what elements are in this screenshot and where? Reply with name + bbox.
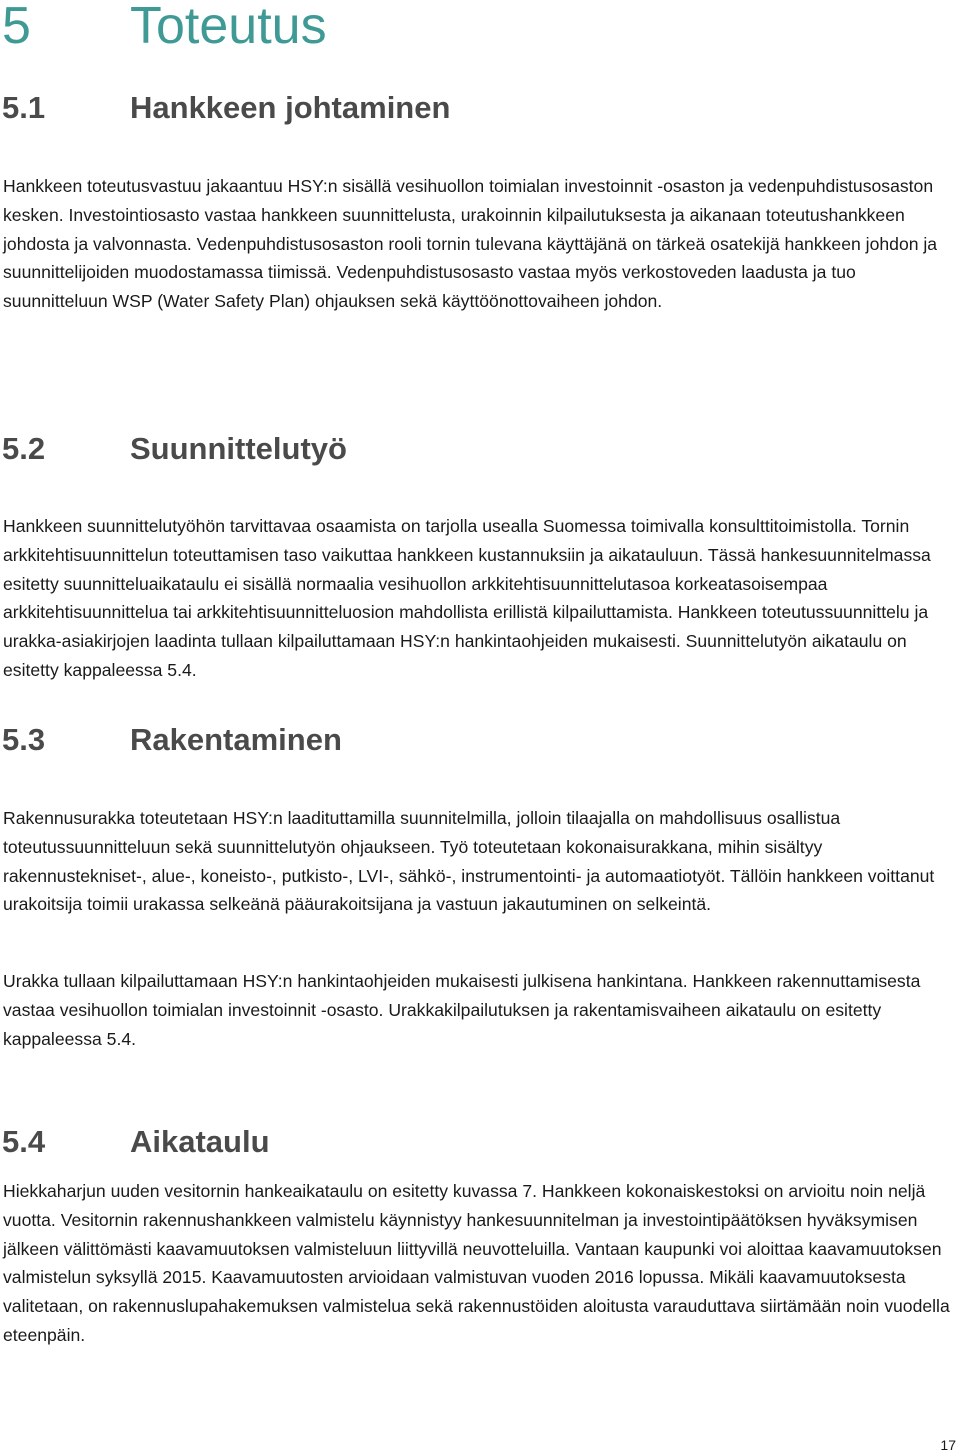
paragraph: Rakennusurakka toteutetaan HSY:n laadituttamilla suunnitelmilla, jolloin tilaajalla on mahdollisuus osallistua toteutussuunnitteluun sekä suunnittelutyön ohjaukseen. Työ toteutetaan kokonaisurakkana, mihin sisältyy rakennustekniset-, alue-, koneisto-, putkisto-, LVI-, sähkö-, instrumentointi- ja automaatiotyöt. Tällöin hankkeen voittanut urakoitsija toimii urakassa selkeänä pääurakoitsijana ja vastuun jakautuminen on selkeintä.	[3, 808, 935, 915]
section-heading-5-2	[2, 429, 347, 469]
paragraph: Hiekkaharjun uuden vesitornin hankeaikataulu on esitetty kuvassa 7. Hankkeen kokonaiskestoksi on arvioitu noin neljä vuotta. Vesitornin rakennushankkeen valmistelu käynnistyy hankesuunnitelman ja investointipäätöksen hyväksymisen jälkeen välittömästi kaavamuutoksen valmisteluun liittyvillä neuvotteluilla. Vantaan kaupunki voi aloittaa kaavamuutoksen valmistelun syksyllä 2015. Kaavamuutosten arvioidaan valmistuvan vuoden 2016 lopussa. Mikäli kaavamuutoksesta valitetaan, on rakennuslupahakemuksen valmistelua sekä rakennustöiden aloitusta varauduttava siirtämään noin vuodella eteenpäin.	[3, 1181, 950, 1345]
section-title: Hankkeen johtaminen	[130, 90, 451, 125]
page-number: 17	[940, 1437, 956, 1453]
section-heading-5-1	[2, 88, 450, 128]
chapter-title: Toteutus	[130, 0, 327, 55]
section-title: Aikataulu	[130, 1124, 270, 1159]
paragraph: Urakka tullaan kilpailuttamaan HSY:n hankintaohjeiden mukaisesti julkisena hankintana. Hankkeen rakennuttamisesta vastaa vesihuollon toimialan investoinnit -osasto. Urakkakilpailutuksen ja rakentamisvaiheen aikataulu on esitetty kappaleessa 5.4.	[3, 971, 921, 1049]
chapter-number: 5	[2, 0, 31, 55]
section-title: Rakentaminen	[130, 722, 342, 757]
section-title: Suunnittelutyö	[130, 431, 347, 466]
section-number: 5.4	[2, 1124, 46, 1159]
section-number: 5.3	[2, 722, 46, 757]
paragraph: Hankkeen toteutusvastuu jakaantuu HSY:n sisällä vesihuollon toimialan investoinnit -osaston ja vedenpuhdistusosaston kesken. Investointiosasto vastaa hankkeen suunnittelusta, urakoinnin kilpailutuksesta ja aikanaan toteutushankkeen johdosta ja valvonnasta. Vedenpuhdistusosaston rooli tornin tulevana käyttäjänä on tärkeä osatekijä hankkeen johdon ja suunnittelijoiden muodostamassa tiimissä. Vedenpuhdistusosasto vastaa myös verkostoveden laadusta ja tuo suunnitteluun WSP (Water Safety Plan) ohjauksen sekä käyttöönottovaiheen johdon.	[3, 176, 938, 312]
section-heading-5-4	[2, 1122, 270, 1162]
chapter-heading	[2, 0, 327, 58]
paragraph: Hankkeen suunnittelutyöhön tarvittavaa osaamista on tarjolla usealla Suomessa toimivalla konsulttitoimistolla. Tornin arkkitehtisuunnittelun toteuttamisen taso vaikuttaa hankkeen kustannuksiin ja aikatauluun. Tässä hankesuunnitelmassa esitetty suunnitteluaikataulu ei sisällä normaalia vesihuollon arkkitehtisuunnittelutasoa korkeatasoisempaa arkkitehtisuunnittelua tai arkkitehtisuunnitteluosion mahdollista erillistä kilpailuttamista. Hankkeen toteutussuunnittelu ja urakka-asiakirjojen laadinta tullaan kilpailuttamaan HSY:n hankintaohjeiden mukaisesti. Suunnittelutyön aikataulu on esitetty kappaleessa 5.4.	[3, 516, 931, 680]
section-number: 5.2	[2, 431, 46, 466]
section-heading-5-3	[2, 720, 342, 760]
section-number: 5.1	[2, 90, 46, 125]
